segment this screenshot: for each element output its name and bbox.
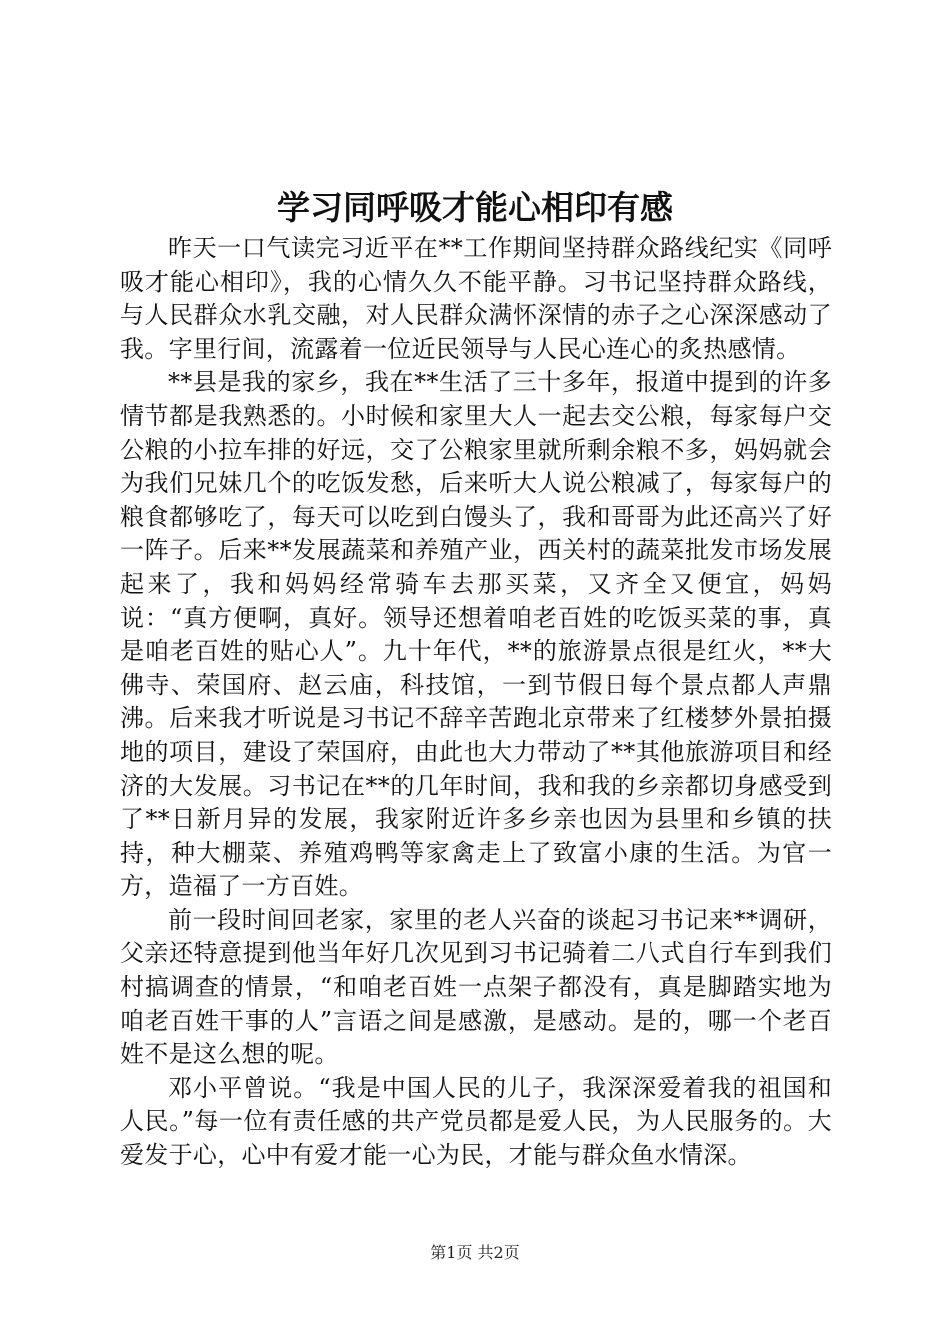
paragraph-4: 邓小平曾说。“我是中国人民的儿子，我深深爱着我的祖国和人民。”每一位有责任感的共产党员都是爱人民，为人民服务的。大爱发于心，心中有爱才能一心为民，才能与群众鱼水情深。 xyxy=(120,1073,832,1170)
page-number-footer: 第1页 共2页 xyxy=(430,1243,520,1262)
document-title: 学习同呼吸才能心相印有感 xyxy=(277,188,673,227)
document-body xyxy=(120,232,832,1173)
paragraph-2: **县是我的家乡，我在**生活了三十多年，报道中提到的许多情节都是我熟悉的。小时候和家里大人一起去交公粮，每家每户交公粮的小拉车排的好远，交了公粮家里就所剩余粮不多，妈妈就会为我们兄妹几个的吃饭发愁，后来听大人说公粮减了，每家每户的粮食都够吃了，每天可以吃到白馒头了，我和哥哥为此还高兴了好一阵子。后来**发展蔬菜和养殖产业，西关村的蔬菜批发市场发展起来了，我和妈妈经常骑车去那买菜，又齐全又便宜，妈妈说：“真方便啊，真好。领导还想着咱老百姓的吃饭买菜的事，真是咱老百姓的贴心人”。九十年代，**的旅游景点很是红火，**大佛寺、荣国府、赵云庙，科技馆，一到节假日每个景点都人声鼎沸。后来我才听说是习书记不辞辛苦跑北京带来了红楼梦外景拍摄地的项目，建设了荣国府，由此也大力带动了**其他旅游项目和经济的大发展。习书记在**的几年时间，我和我的乡亲都切身感受到了**日新月异的发展，我家附近许多乡亲也因为县里和乡镇的扶持，种大棚菜、养殖鸡鸭等家禽走上了致富小康的生活。为官一方，造福了一方百姓。 xyxy=(120,368,832,901)
paragraph-1: 昨天一口气读完习近平在**工作期间坚持群众路线纪实《同呼吸才能心相印》，我的心情久久不能平静。习书记坚持群众路线，与人民群众水乳交融，对人民群众满怀深情的赤子之心深深感动了我。字里行间，流露着一位近民领导与人民心连心的炙热感情。 xyxy=(120,234,832,363)
paragraph-3: 前一段时间回老家，家里的老人兴奋的谈起习书记来**调研，父亲还特意提到他当年好几次见到习书记骑着二八式自行车到我们村搞调查的情景，“和咱老百姓一点架子都没有，真是脚踏实地为咱老百姓干事的人”言语之间是感激，是感动。是的，哪一个老百姓不是这么想的呢。 xyxy=(120,905,832,1069)
